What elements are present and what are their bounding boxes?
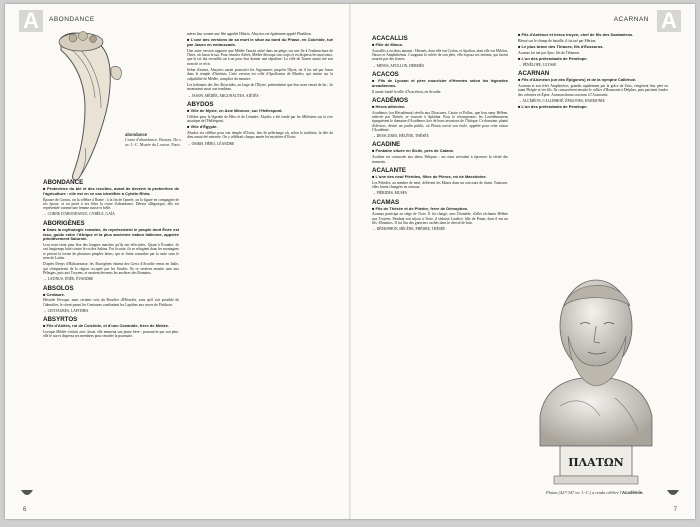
bust-caption-text: Platon (427-347 av. J.-C.) a rendu célèbre l' bbox=[546, 490, 622, 495]
entry-text: Acadine est consacrée aux dieux Paliques : ses eaux servaient à éprouver la vérité des serments. bbox=[372, 155, 508, 164]
entry-text: Lorsque Médée s'enfuit avec Jason, elle emmena son jeune frère ; poursuivie par son père, elle le tua et dispersa ses membres pour retarder la poursuite. bbox=[43, 330, 179, 339]
entry-sense: ■ L'une des versions de sa mort le situe au bord du Phase, en Colchide, tué par Jason en embuscade. bbox=[187, 37, 333, 48]
entry-text: → LATINUS, ÉNÉE, ÉVANDRE bbox=[43, 277, 94, 282]
entry-text: Acamas fut tué par Ajax, fils de Télamon. bbox=[518, 50, 580, 55]
entry-headword: ABONDANCE bbox=[43, 179, 84, 186]
entry-headword: ACADINE bbox=[372, 141, 401, 149]
entry-text: Épouse de Cronos, on la célèbre à Rome ; à la fin de l'année, on la figure en compagnie de ses époux, et on porte à ses fêtes la corne d'abondance. Déesse allégorique, elle est représentée comme une femme assise et belle. bbox=[43, 197, 179, 211]
entry-text: → MINOS, APOLLON, HERMÈS bbox=[372, 63, 425, 68]
entry-headword: ABSOLOS bbox=[43, 284, 74, 292]
bust-caption-bold: Académie. bbox=[621, 490, 644, 495]
entry-sense: ■ L'un des prétendants de Pénélope. bbox=[518, 56, 588, 62]
entry-text: Hésiode l'évoque, mais certains vers du Bouclier d'Héraclès, sans qu'il soit possible de l'identifier, le citent parmi les Centaures combattant les Lapithes aux noces de Pirithoos. bbox=[43, 298, 179, 307]
entry-text: Leur nom vient pour être des longues marches qu'ils ont effectuées. Quant à Évandre, ils ont longtemps lutté contre le roi des Sabins. Par la suite, ils se réfugient dans les montagnes et prirent la forme de plusieurs peuples latins, qui se firent connaître par la suite sous le nom de Latins. bbox=[43, 243, 179, 261]
running-head: ABONDANCE bbox=[49, 16, 95, 23]
entry-text: → JASON, MÉDÉE, ARGONAUTES, AIÉTÈS bbox=[187, 93, 259, 98]
right-column-2 bbox=[518, 32, 668, 267]
entry-headword: ACALANTE bbox=[372, 166, 407, 174]
entry-sense: ■ Centaure. bbox=[43, 291, 65, 297]
entry-text: Une autre version rapporte que Médée l'aurait attiré dans un piège, sur une île à l'embouchure de l'Ister, où Jason le tua. Pour retarder Aiétès, Médée découpa son corps et en dispersa les morceaux, que le roi dut recueillir un à un pour leur donner une sépulture. La ville de Tomes aurait tiré son nom de ce récit. bbox=[187, 48, 333, 66]
entry-text: Acamas participa au siège de Troie. Il fut chargé, avec Diomède, d'aller réclamer Hélène aux Troyens. Pendant son séjour à Troie, il séduisit Laodicé, fille de Priam, dont il eut un fils, Mounitos. Il fut l'un des guerriers cachés dans le cheval de bois. bbox=[372, 212, 508, 225]
entry-sense: ■ Ville de Mysie, en Asie Mineure, sur l'Hellespont. bbox=[187, 107, 283, 113]
entry-headword: ACACALLIS bbox=[372, 35, 408, 42]
entry-text: → CORNE D'ABONDANCE, CYBÈLE, GAÏA bbox=[43, 212, 115, 217]
entry-text: Abydos est célèbre pour son temple d'Osiris, lieu de pèlerinage où, selon la tradition, la tête du dieu aurait été enterrée. On y célébrait chaque année les mystères d'Osiris. bbox=[187, 131, 333, 140]
entry-sense: ■ Fils de Lycaon et père nourricier d'Hermès selon les légendes arcadiennes. bbox=[372, 77, 508, 88]
entry-sense: ■ Fils d'Alcméon (un des Épigones) et de la nymphe Callirhoé. bbox=[518, 77, 637, 83]
entry-text: → ALCMÉON, CALLIRHOÉ, ÉPIGONES, HARMONIE bbox=[518, 98, 605, 103]
page-number-left: 6 bbox=[23, 507, 27, 513]
entry-text: Académos (ou Hécadémos) révéla aux Dioscures, Castor et Pollux, que leur sœur Hélène, enlevée par Thésée, se trouvait à Aphidna. Pour le récompenser, les Lacédémoniens épargnèrent le domaine d'Académos lors de leurs invasions de l'Attique. Ce domaine, planté d'oliviers, devint un jardin public, où Platon ouvrit son école, appelée pour cette raison l'Académie. bbox=[372, 110, 508, 132]
left-page bbox=[5, 4, 350, 519]
entry-text: Célèbre pour la légende de Héro et de Léandre. Abydos a été fondé par les Milésiens sur la rive asiatique de l'Hellespont. bbox=[187, 114, 333, 123]
entry-headword: ACACOS bbox=[372, 70, 399, 78]
right-page bbox=[350, 4, 695, 519]
entry-headword: ABORIGÈNES bbox=[43, 219, 85, 227]
entry-text: Les habitants des îles Absyrtides, au large de l'Illyrie, prétendaient que leur nom venait de lui ; ils montraient aussi son tombeau. bbox=[187, 82, 333, 92]
page-number-right: 7 bbox=[673, 507, 677, 513]
left-column-1 bbox=[43, 176, 179, 504]
running-head: ACARNAN bbox=[613, 16, 649, 23]
entry-text: → DÉMOPHON, HÉLÈNE, PHÈDRE, THÉSÉE bbox=[372, 227, 446, 232]
plato-bust-illustration bbox=[520, 266, 670, 486]
left-column-2 bbox=[187, 32, 333, 504]
entry-text: Acarnan et son frère Amphotéros, grandis rapidement par la grâce de Zeus, vengèrent leur père en tuant Phégée et ses fils. Ils consacrèrent ensuite le collier d'Harmonie à Delphes, puis partirent fonder des colonies en Épire. Acarnan donna son nom à l'Acarnanie. bbox=[518, 84, 668, 97]
entry-text: mères leur vouent une fête appelée Hilaria. Absyrtos est également appelé Phaéthon. bbox=[187, 32, 312, 36]
entry-text: Acacallis a eu deux amants : Hermès, dont elle eut Cydon, et Apollon, dont elle eut Milétos, Naxos et Amphithémis. Craignant la colère de son père, elle exposa ses enfants, qui furent nourris par des louves. bbox=[372, 48, 508, 62]
entry-sense: ■ Fontaine située en Sicile, près de Catane. bbox=[372, 148, 455, 154]
header-letter: A bbox=[19, 10, 43, 32]
entry-sense: ■ Fille de Minos. bbox=[372, 42, 404, 47]
entry-sense: ■ L'une des neuf Piérides, filles de Piéros, roi de Macédoine. bbox=[372, 173, 487, 179]
right-column-1 bbox=[372, 32, 508, 504]
entry-headword: ABSYRTOS bbox=[43, 316, 78, 324]
entry-text: Selon d'autres, Absyrtos aurait poursuivi les Argonautes jusqu'en Illyrie, où il fut tué par Jason dans le temple d'Artémis. Cette version est celle d'Apollonios de Rhodes, qui insiste sur la culpabilité de Médée, complice du meurtre. bbox=[187, 68, 333, 81]
cornucopia-illustration bbox=[51, 28, 135, 184]
bust-caption bbox=[546, 490, 672, 495]
entry-text: D'après Denys d'Halicarnasse, les Aborigènes étaient des Grecs d'Arcadie venus en Italie, qui s'emparèrent de la région occupée par les Sicules. Ils se seraient ensuite unis aux Pélasges, puis aux Troyens, et seraient devenus les ancêtres des Romains. bbox=[43, 262, 179, 275]
entry-sense: ■ Héros athénien. bbox=[372, 103, 406, 109]
entry-headword: ACARNAN bbox=[518, 70, 550, 78]
figure-caption-title: abondance bbox=[125, 132, 148, 137]
entry-text: → CENTAURES, LAPITHES bbox=[43, 308, 89, 313]
entry-text: Blessé sur le champ de bataille, il fut tué par Mérion. bbox=[518, 38, 597, 43]
ornament-icon bbox=[665, 488, 681, 500]
bust-inscription: ΠΛΑΤΩΝ bbox=[568, 456, 624, 469]
entry-text: Il aurait fondé la ville d'Acacésion, en Arcadie. bbox=[372, 89, 442, 94]
entry-sense: ■ Ville d'Égypte. bbox=[187, 124, 218, 130]
entry-headword: ACAMAS bbox=[372, 198, 400, 206]
entry-sense: ■ L'un des prétendants de Pénélope. bbox=[518, 104, 588, 110]
entry-text: → OSIRIS, HÉRO, LÉANDRE bbox=[187, 141, 235, 146]
book-spread bbox=[5, 4, 695, 519]
entry-headword: ACADÉMOS bbox=[372, 96, 409, 104]
entry-sense: ■ Le plus brave des Thraces, fils d'Eussoros. bbox=[518, 44, 604, 50]
entry-sense: ■ Protectrice du blé et des récoltes, avant de devenir la protectrice de l'agriculture : elle est en ce cas identifiée à Cybèle-Rhéa. bbox=[43, 186, 179, 196]
entry-sense: ■ Dans la mythologie romaine, ils représentent le peuple dont Énée est issu, guide entre l'Afrique et la plus ancienne nation italienne, appelée primitivement Saturnie. bbox=[43, 226, 179, 242]
entry-text: → PIÉRIDES, MUSES bbox=[372, 191, 407, 196]
entry-text: Les Piérides, au nombre de neuf, défièrent les Muses dans un concours de chant. Vaincues, elles furent changées en oiseaux. bbox=[372, 180, 508, 189]
entry-text: → DIOSCURES, HÉLÈNE, THÉSÉE bbox=[372, 134, 429, 139]
entry-sense: ■ Fils d'Aiétès, roi de Colchide, et d'une Océanide, frère de Médée. bbox=[43, 323, 170, 329]
figure-caption bbox=[125, 132, 183, 147]
entry-sense: ■ Fils de Thésée et de Phèdre, frère de Démophon. bbox=[372, 205, 469, 211]
header-letter: A bbox=[657, 10, 681, 32]
entry-headword: ABYDOS bbox=[187, 100, 214, 108]
ornament-icon bbox=[19, 488, 35, 500]
entry-sense: ■ Fils d'Anténor et héros troyen, chef de fils des Dardaniens. bbox=[518, 32, 634, 37]
figure-caption-text: Corne d'abondance. Bronze, IIe s. av. J.-C. Musée du Louvre, Paris. bbox=[125, 137, 182, 147]
entry-text: → PÉNÉLOPE, ULYSSE bbox=[518, 62, 557, 67]
